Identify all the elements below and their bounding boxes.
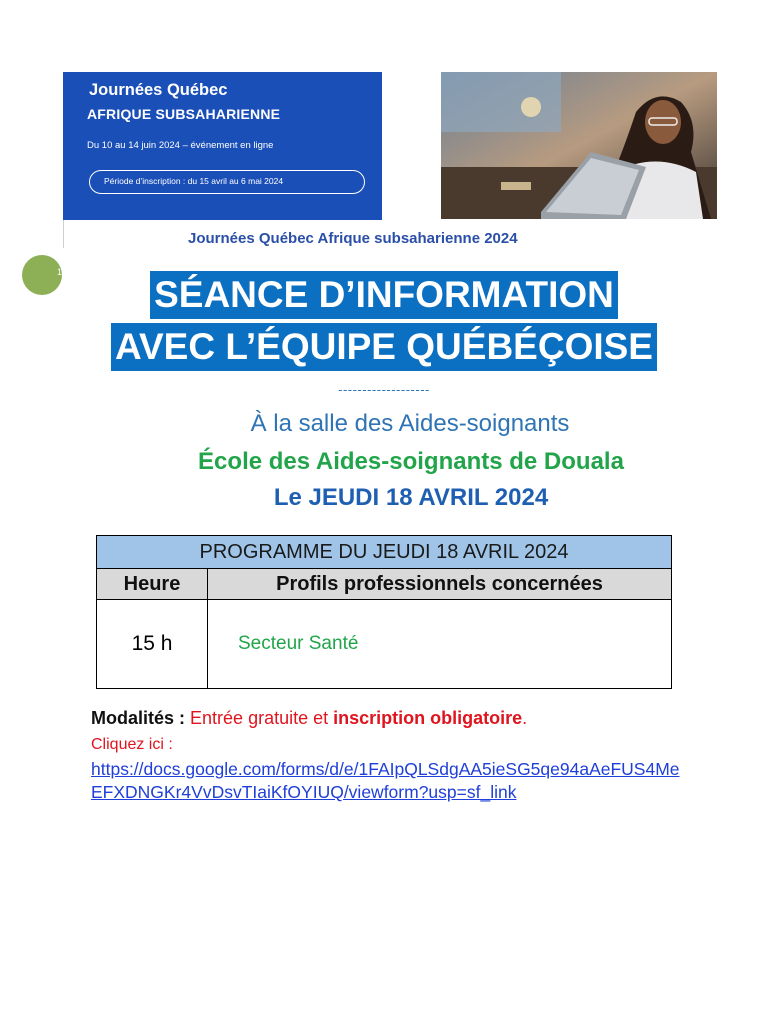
venue-room: À la salle des Aides-soignants xyxy=(250,410,570,437)
modalites-period: . xyxy=(522,708,528,728)
headline-line1-row xyxy=(0,271,768,319)
venue-school: École des Aides-soignants de Douala xyxy=(198,448,624,475)
dash-divider: ------------------- xyxy=(338,382,430,397)
event-subtitle: Journées Québec Afrique subsaharienne 2024 xyxy=(188,230,518,247)
banner-region: AFRIQUE SUBSAHARIENNE xyxy=(87,106,281,122)
row-sector: Secteur Santé xyxy=(208,600,672,689)
event-date: Le JEUDI 18 AVRIL 2024 xyxy=(273,484,549,511)
modalites-required: inscription obligatoire xyxy=(333,708,523,728)
event-banner xyxy=(63,72,382,220)
headline-line2-row xyxy=(0,323,768,371)
header-hour: Heure xyxy=(97,569,208,600)
registration-form-link[interactable]: https://docs.google.com/forms/d/e/1FAIpQLSdgAA5ieSG5qe94aAeFUS4MeEFXDNGKr4VvDsvTIaiKfOYIUQ/viewform?usp=sf_link xyxy=(91,759,680,802)
headline-line2: AVEC L’ÉQUIPE QUÉBÉÇOISE xyxy=(111,323,657,371)
modalites-line xyxy=(91,708,527,729)
banner-title: Journées Québec xyxy=(89,81,228,99)
page-number: 1 xyxy=(57,267,63,277)
header-profiles: Profils professionnels concernées xyxy=(208,569,672,600)
table-row xyxy=(97,600,672,689)
divider-rule xyxy=(63,220,64,248)
headline-line1: SÉANCE D’INFORMATION xyxy=(150,271,618,319)
registration-pill xyxy=(89,170,365,194)
registration-text: Période d’inscription : du 15 avril au 6 mai 2024 xyxy=(104,176,284,186)
click-here-label: Cliquez ici : xyxy=(91,736,173,753)
program-table xyxy=(96,535,672,689)
modalites-free: Entrée gratuite et xyxy=(190,708,329,728)
program-caption: PROGRAMME DU JEUDI 18 AVRIL 2024 xyxy=(97,536,672,569)
modalites-label: Modalités : xyxy=(91,708,186,728)
woman-laptop-photo xyxy=(441,72,717,219)
banner-dates: Du 10 au 14 juin 2024 – événement en ligne xyxy=(87,140,274,151)
row-hour: 15 h xyxy=(97,600,208,689)
